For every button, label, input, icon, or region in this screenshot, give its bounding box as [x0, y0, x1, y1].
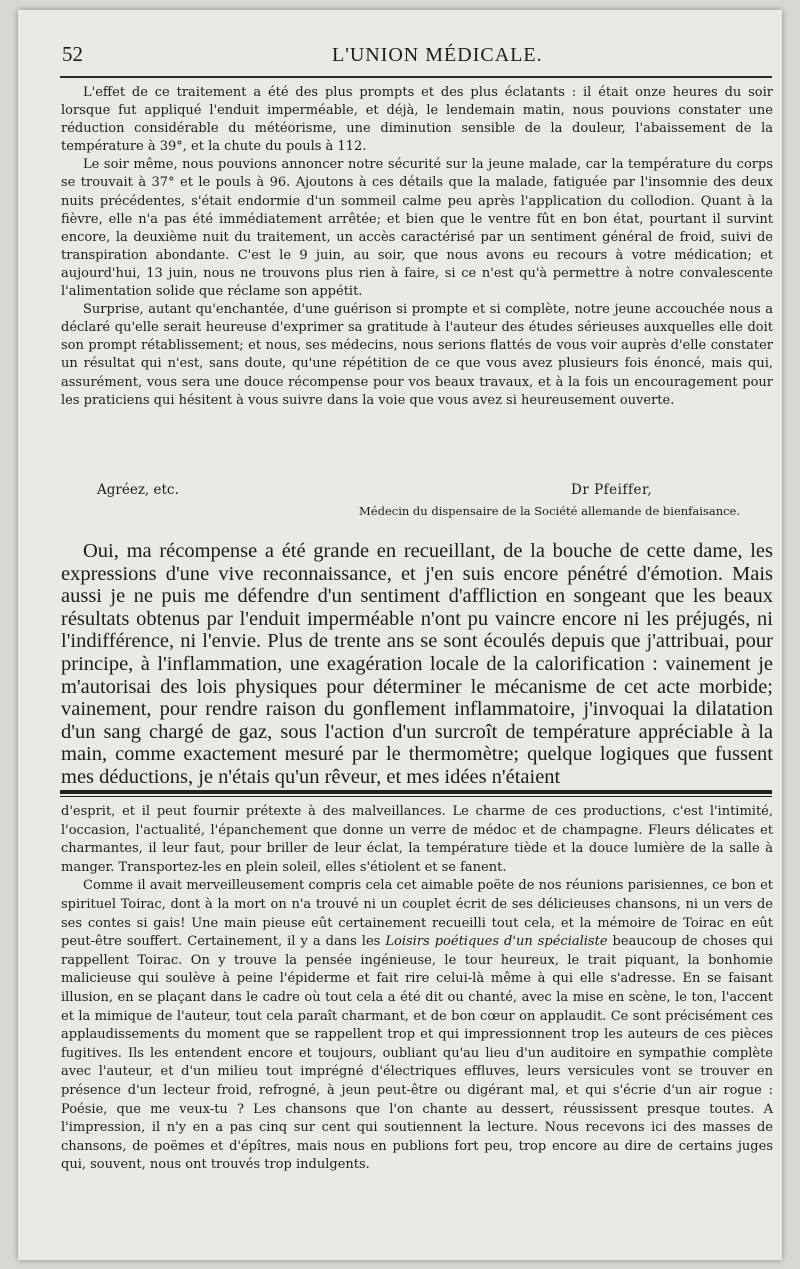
author-name: Dr Pfeiffer,: [571, 482, 653, 498]
page-number: 52: [62, 42, 83, 66]
reply-paragraph: Oui, ma récompense a été grande en recueillant, de la bouche de cette dame, les expressions d'une vive reconnaissance, et j'en suis encore pénétré d'émotion. Mais aussi je ne puis me défendre d'un sentiment d'affliction en songeant que les beaux résultats obtenus par l'enduit imperméable n'ont pu vaincre encore ni les préjugés, ni l'indifférence, ni l'envie. Plus de trente ans se sont écoulés depuis que j'attribuai, pour principe, à l'inflammation, une exagération locale de la calorification : vainement je m'autorisai des lois physiques pour déterminer le mécanisme de cet acte morbide; vainement, pour rendre raison du gonflement inflammatoire, j'invoquai la dilatation d'un sang chargé de gaz, sous l'action d'un surcroît de température appréciable à la main, comme exactement mesuré par le thermomètre; quelque logiques que fussent mes déductions, je n'étais qu'un rêveur, et mes idées n'étaient: [61, 540, 773, 788]
feuilleton-rule-thin: [60, 796, 772, 797]
feuilleton-text-before: Comme il avait merveilleusement compris cela cet aimable poëte de nos réunions parisiennes, ce bon et spirituel Toirac, dont à la mort on n'a trouvé ni un couplet écrit de ses délicieuses chansons, ni un vers de ses contes si gais! Une main pieuse eût certainement recueilli tout cela, et la mémoire de Toirac en eût peut-être souffert. Certainement, il y a dans les: [61, 878, 773, 950]
journal-title: L'UNION MÉDICALE.: [332, 44, 543, 66]
feuilleton-section: [61, 803, 773, 1175]
feuilleton-paragraph-2: [61, 877, 773, 1175]
book-title-italic: Loisirs poétiques d'un spécialiste: [385, 934, 608, 950]
feuilleton-rule-thick: [60, 790, 772, 794]
feuilleton-text-after: beaucoup de choses qui rappellent Toirac. On y trouve la pensée ingénieuse, le tour heureux, le trait piquant, la bonhomie malicieuse qui soulève à peine l'épiderme et fait rire celui-là même à qui elle s'adresse. En se faisant illusion, en se plaçant dans le cadre où tout cela a été dit ou chanté, avec la mise en scène, le ton, l'accent et la mimique de l'auteur, tout cela paraît charmant, et de bon cœur on applaudit. Ce sont précisément ces applaudissements du moment que se rappellent trop et qui impressionnent trop les auteurs de ces pièces fugitives. Ils les entendent encore et toujours, oubliant qu'au lieu d'un auditoire en sympathie complète avec l'auteur, et d'un milieu tout imprégné d'électriques effluves, leurs versicules vont se trouver en présence d'un lecteur froid, refrogné, à jeun peut-être ou digérant mal, et qui s'écrie d'un air rogue : Poésie, que me veux-tu ? Les chansons que l'on chante au dessert, réussissent presque toutes. A l'impression, il n'y en a pas cinq sur cent qui soutiennent la lecture. Nous recevons ici des masses de chansons, de poëmes et d'épîtres, mais nous en publions fort peu, trop encore au dire de certains juges qui, souvent, nous ont trouvés trop indulgents.: [61, 934, 773, 1173]
running-head: [62, 40, 772, 70]
feuilleton-paragraph-1: d'esprit, et il peut fournir prétexte à des malveillances. Le charme de ces productions, c'est l'intimité, l'occasion, l'actualité, l'épanchement que donne un verre de médoc et de champagne. Fleurs délicates et charmantes, il leur faut, pour briller de leur éclat, la température tiède et la douce lumière de la salle à manger. Transportez-les en plein soleil, elles s'étiolent et se fanent.: [61, 804, 773, 875]
closing-salutation: Agréez, etc.: [97, 482, 179, 498]
journal-page: [18, 10, 782, 1260]
letter-paragraph-3: Surprise, autant qu'enchantée, d'une guérison si prompte et si complète, notre jeune accouchée nous a déclaré qu'elle serait heureuse d'exprimer sa gratitude à l'auteur des études sérieuses auxquelles elle doit son prompt rétablissement; et nous, ses médecins, nous serions flattés de vous voir auprès d'elle constater un résultat qui n'est, sans doute, qu'une répétition de ce que vous avez plusieurs fois énoncé, mais qui, assurément, vous sera une douce récompense pour vos beaux travaux, et à la fois un encouragement pour les praticiens qui hésitent à vous suivre dans la voie que vous avez si heureusement ouverte.: [61, 302, 773, 408]
author-title: Médecin du dispensaire de la Société allemande de bienfaisance.: [359, 504, 741, 518]
header-rule: [60, 76, 772, 78]
letter-section: [61, 84, 773, 410]
reply-section: [61, 540, 773, 789]
letter-paragraph-1: L'effet de ce traitement a été des plus prompts et des plus éclatants : il était onze heures du soir lorsque fut appliqué l'enduit imperméable, et déjà, le lendemain matin, nous pouvions constater une réduction considérable du météorisme, une diminution sensible de la douleur, l'abaissement de la température à 39°, et la chute du pouls à 112.: [61, 85, 773, 155]
letter-paragraph-2: Le soir même, nous pouvions annoncer notre sécurité sur la jeune malade, car la température du corps se trouvait à 37° et le pouls à 96. Ajoutons à ces détails que la malade, fatiguée par l'insomnie des deux nuits précédentes, s'était endormie d'un sommeil calme peu après l'application du collodion. Quant à la fièvre, elle n'a pas été immédiatement arrêtée; et bien que le ventre fût en bon état, pourtant il survint encore, la deuxième nuit du traitement, un accès caractérisé par un sentiment général de froid, suivi de transpiration abondante. C'est le 9 juin, au soir, que nous avons eu recours à votre médication; et aujourd'hui, 13 juin, nous ne trouvons plus rien à faire, si ce n'est qu'à permettre à notre convalescente l'alimentation solide que réclame son appétit.: [61, 157, 773, 300]
